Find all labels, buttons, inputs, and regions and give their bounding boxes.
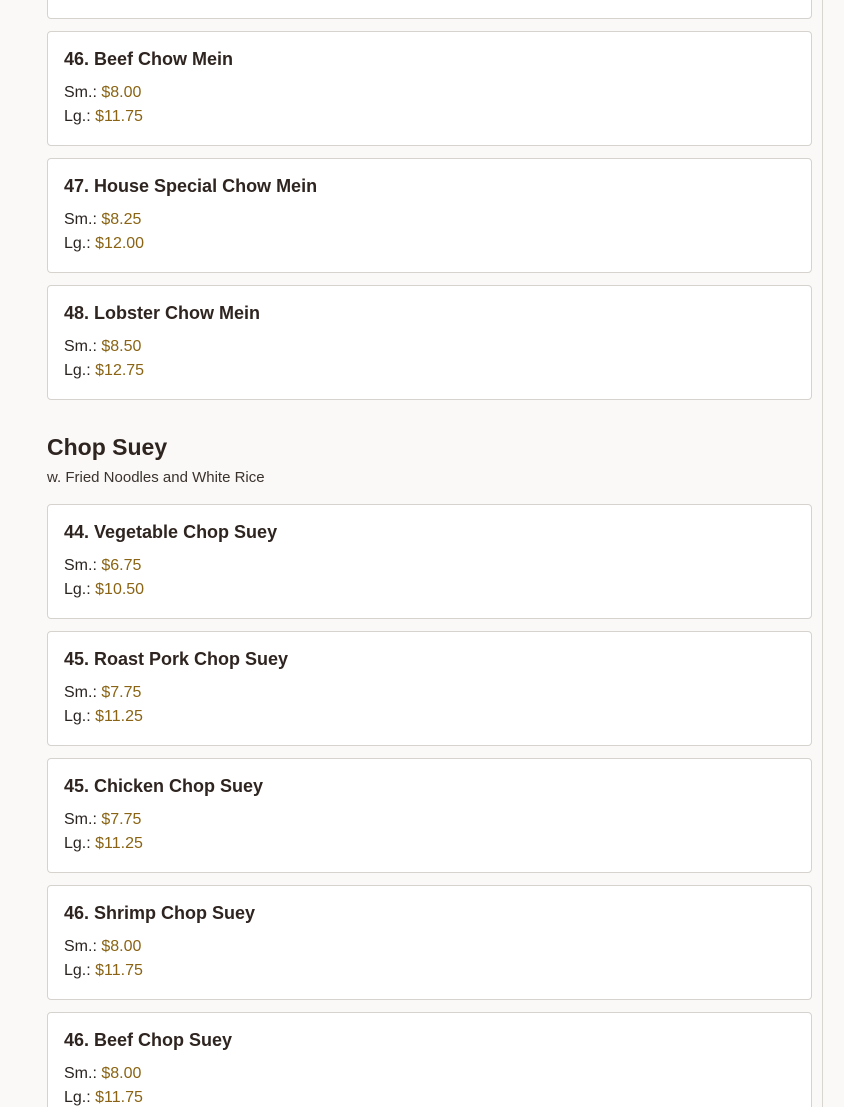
- menu-item-card[interactable]: [47, 158, 812, 273]
- large-price: $12.75: [95, 362, 145, 379]
- large-price-line: [64, 578, 795, 602]
- large-price-line: [64, 232, 795, 256]
- large-price-line: [64, 832, 795, 856]
- menu-item-card[interactable]: [47, 885, 812, 1000]
- menu-item-card[interactable]: [47, 285, 812, 400]
- menu-content: [47, 0, 812, 1107]
- small-label: Sm.:: [64, 338, 97, 355]
- menu-item-card[interactable]: [47, 31, 812, 146]
- small-price: $7.75: [101, 811, 142, 828]
- large-label: Lg.:: [64, 1089, 91, 1106]
- large-price-line: [64, 105, 795, 129]
- menu-item-title: 48. Lobster Chow Mein: [64, 303, 261, 323]
- section-subtitle: w. Fried Noodles and White Rice: [47, 469, 265, 486]
- menu-item-card[interactable]: [47, 758, 812, 873]
- small-label: Sm.:: [64, 84, 97, 101]
- menu-item-card[interactable]: [47, 504, 812, 619]
- large-price-line: [64, 0, 795, 2]
- small-label: Sm.:: [64, 557, 97, 574]
- large-label: Lg.:: [64, 581, 91, 598]
- menu-item-title: 46. Beef Chow Mein: [64, 49, 234, 69]
- large-price: $11.75: [95, 962, 143, 979]
- small-price: $8.50: [101, 338, 142, 355]
- large-price: $11.25: [95, 708, 143, 725]
- menu-item-title: 46. Beef Chop Suey: [64, 1030, 233, 1050]
- section-title: Chop Suey: [47, 434, 168, 460]
- small-price-line: [64, 935, 795, 959]
- large-price: $11.25: [95, 835, 143, 852]
- scrollbar-track[interactable]: [822, 0, 823, 1107]
- menu-item-title: 44. Vegetable Chop Suey: [64, 522, 278, 542]
- menu-item-card[interactable]: [47, 0, 812, 19]
- large-price-line: [64, 359, 795, 383]
- small-price: $8.00: [101, 1065, 142, 1082]
- large-label: Lg.:: [64, 708, 91, 725]
- large-price-line: [64, 705, 795, 729]
- large-price: $11.75: [95, 1089, 143, 1106]
- large-price-line: [64, 1086, 795, 1107]
- small-price: $8.25: [101, 211, 142, 228]
- small-price: $8.00: [101, 938, 142, 955]
- large-label: Lg.:: [64, 962, 91, 979]
- small-label: Sm.:: [64, 211, 97, 228]
- small-price-line: [64, 81, 795, 105]
- section-header-chop-suey: [47, 432, 812, 488]
- large-label: Lg.:: [64, 108, 91, 125]
- menu-item-title: 45. Chicken Chop Suey: [64, 776, 264, 796]
- large-price-line: [64, 959, 795, 983]
- small-label: Sm.:: [64, 811, 97, 828]
- small-price: $7.75: [101, 684, 142, 701]
- menu-item-title: 46. Shrimp Chop Suey: [64, 903, 256, 923]
- small-price-line: [64, 681, 795, 705]
- small-price: $6.75: [101, 557, 142, 574]
- large-price: $12.00: [95, 235, 145, 252]
- small-price-line: [64, 808, 795, 832]
- small-price: $8.00: [101, 84, 142, 101]
- large-label: Lg.:: [64, 362, 91, 379]
- small-label: Sm.:: [64, 684, 97, 701]
- menu-item-title: 45. Roast Pork Chop Suey: [64, 649, 289, 669]
- large-price: $11.75: [95, 108, 143, 125]
- menu-item-card[interactable]: [47, 1012, 812, 1107]
- small-label: Sm.:: [64, 938, 97, 955]
- small-price-line: [64, 554, 795, 578]
- small-price-line: [64, 1062, 795, 1086]
- menu-item-title: 47. House Special Chow Mein: [64, 176, 318, 196]
- small-price-line: [64, 208, 795, 232]
- menu-item-card[interactable]: [47, 631, 812, 746]
- large-label: Lg.:: [64, 835, 91, 852]
- small-label: Sm.:: [64, 1065, 97, 1082]
- large-price: $10.50: [95, 581, 145, 598]
- small-price-line: [64, 335, 795, 359]
- large-label: Lg.:: [64, 235, 91, 252]
